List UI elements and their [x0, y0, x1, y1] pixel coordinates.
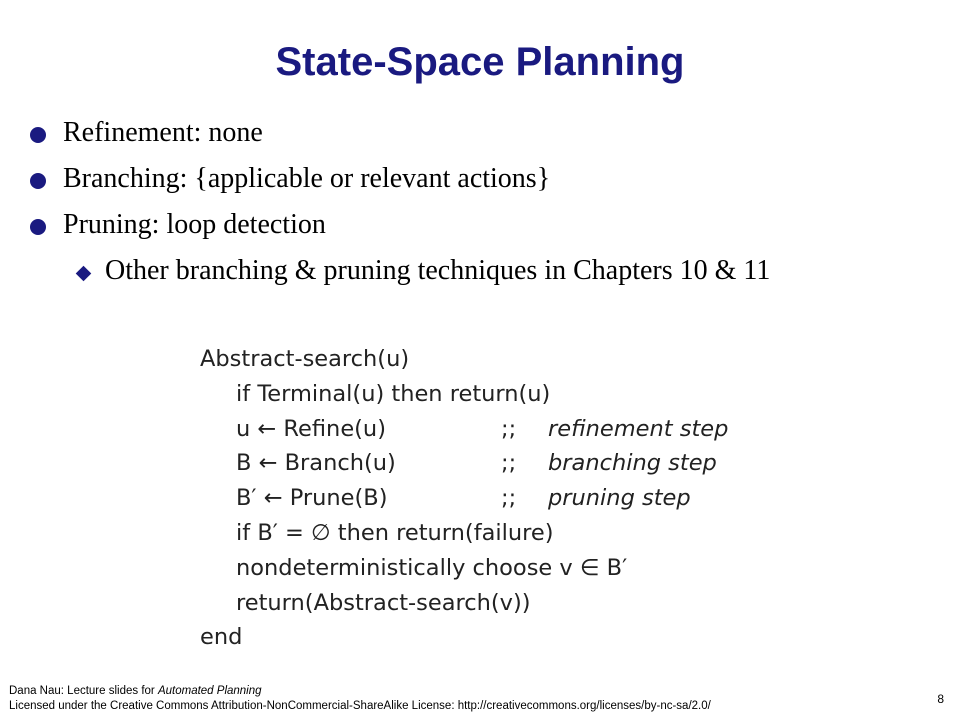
page-number: 8 — [937, 692, 944, 706]
bullet-text: Pruning: loop detection — [63, 209, 326, 240]
algo-line: end — [200, 624, 243, 651]
comment-text: refinement step — [548, 415, 729, 442]
footer-credit — [9, 684, 711, 699]
sub-bullet-item — [30, 252, 930, 298]
algo-line: if Terminal(u) then return(u) — [236, 380, 551, 407]
footer-license: Licensed under the Creative Commons Attribution-NonCommercial-ShareAlike License: http://creativecommons.org/licenses/by-nc-sa/2.0/ — [9, 700, 711, 712]
footer-book-title: Automated Planning — [157, 685, 262, 697]
comment-marker: ;; — [501, 450, 517, 477]
bullet-text: Refinement: none — [63, 117, 263, 148]
algo-line — [200, 412, 729, 447]
comment-marker: ;; — [501, 415, 517, 442]
comment-marker: ;; — [501, 485, 517, 512]
bullet-text: Branching: {applicable or relevant actions} — [63, 163, 551, 194]
algo-line: if B′ = ∅ then return(failure) — [236, 519, 554, 546]
algo-comment — [501, 412, 728, 447]
comment-text: branching step — [548, 450, 717, 477]
bullet-dot-icon — [30, 173, 46, 189]
algo-code: B′ ← Prune(B) — [236, 485, 388, 512]
algo-line: nondeterministically choose v ∈ B′ — [236, 554, 628, 581]
bullet-item — [30, 114, 930, 160]
slide-title: State-Space Planning — [275, 40, 685, 84]
bullet-item — [30, 160, 930, 206]
bullet-dot-icon — [30, 127, 46, 143]
algo-line: return(Abstract-search(v)) — [236, 589, 531, 616]
sub-bullet-text: Other branching & pruning techniques in Chapters 10 & 11 — [105, 255, 771, 286]
bullet-item — [30, 206, 930, 252]
algo-comment — [501, 481, 691, 516]
slide-footer — [9, 684, 711, 714]
comment-text: pruning step — [548, 485, 691, 512]
bullet-list — [30, 114, 930, 298]
algo-line: Abstract-search(u) — [200, 346, 410, 372]
footer-credit-prefix: Dana Nau: Lecture slides for — [9, 685, 158, 697]
algo-code: B ← Branch(u) — [236, 450, 396, 477]
algo-code: u ← Refine(u) — [236, 415, 386, 442]
bullet-dot-icon — [30, 219, 46, 235]
algo-line — [200, 481, 691, 516]
algo-comment — [501, 446, 717, 481]
diamond-bullet-icon — [76, 266, 92, 282]
algorithm-pseudocode — [200, 342, 729, 655]
algo-line — [200, 446, 717, 481]
